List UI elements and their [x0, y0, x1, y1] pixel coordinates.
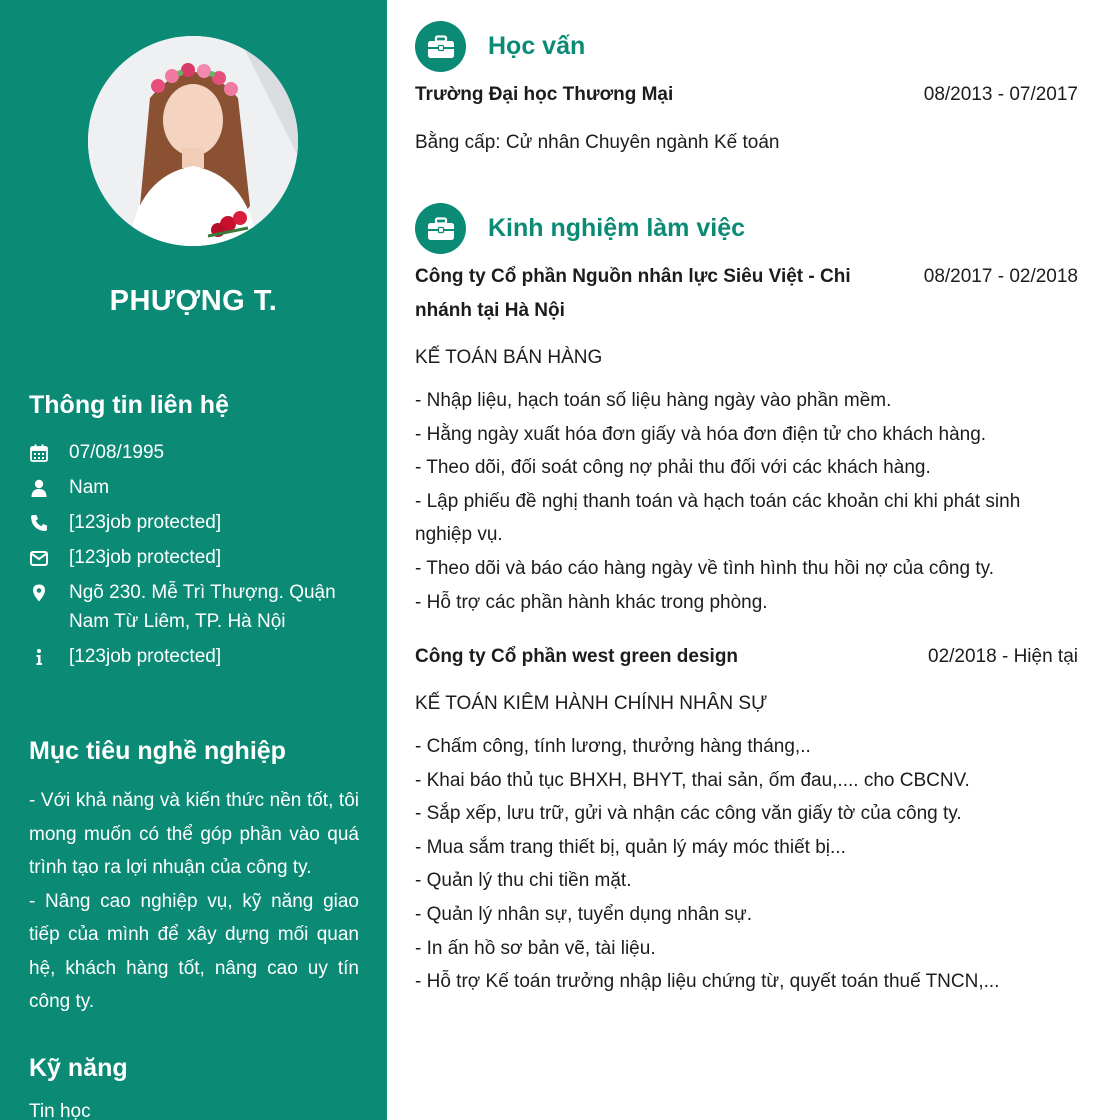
job-period: 08/2017 - 02/2018: [923, 266, 1078, 287]
school-name: Trường Đại học Thương Mại: [415, 84, 674, 105]
duty-item: - Lập phiếu đề nghị thanh toán và hạch toán các khoản chi khi phát sinh nghiệp vụ.: [415, 490, 1021, 546]
duty-item: - Quản lý thu chi tiền mặt.: [415, 870, 632, 892]
contact-list: [29, 438, 359, 677]
objective-heading: Mục tiêu nghề nghiệp: [29, 737, 286, 765]
objective-text: [29, 784, 359, 1019]
contact-gender: Nam: [29, 473, 359, 502]
duty-item: - Theo dõi, đối soát công nợ phải thu đối với các khách hàng.: [415, 457, 931, 479]
job-header: [415, 640, 1078, 674]
company-name: Công ty Cổ phần Nguồn nhân lực Siêu Việt - Chi nhánh tại Hà Nội: [415, 266, 851, 321]
experience-heading: Kinh nghiệm làm việc: [488, 214, 746, 242]
contact-info: [123job protected]: [29, 642, 359, 671]
job-title: KẾ TOÁN KIÊM HÀNH CHÍNH NHÂN SỰ: [415, 693, 768, 714]
duty-item: - In ấn hồ sơ bản vẽ, tài liệu.: [415, 937, 656, 959]
info-icon: [29, 642, 69, 671]
duty-item: - Khai báo thủ tục BHXH, BHYT, thai sản, ốm đau,.... cho CBCNV.: [415, 769, 970, 791]
contact-email: [123job protected]: [29, 543, 359, 572]
candidate-name: PHƯỢNG T.: [109, 285, 278, 317]
education-heading: Học vấn: [488, 32, 586, 60]
avatar-photo: [88, 36, 298, 246]
degree-text: Bằng cấp: Cử nhân Chuyên ngành Kế toán: [415, 132, 780, 153]
education-period: 08/2013 - 07/2017: [923, 84, 1078, 105]
briefcase-icon: [415, 21, 466, 72]
calendar-icon: [29, 438, 69, 467]
user-icon: [29, 473, 69, 502]
duty-item: - Nhập liệu, hạch toán số liệu hàng ngày vào phần mềm.: [415, 390, 892, 411]
skills-heading: Kỹ năng: [29, 1054, 128, 1082]
contact-phone: [123job protected]: [29, 508, 359, 537]
objective-paragraph: - Với khả năng và kiến thức nền tốt, tôi mong muốn có thể góp phần vào quá trình tạo ra lợi nhuận của công ty.: [29, 790, 359, 878]
duty-item: - Theo dõi và báo cáo hàng ngày về tình hình thu hồi nợ của công ty.: [415, 557, 994, 579]
duty-item: - Mua sắm trang thiết bị, quản lý máy móc thiết bị...: [415, 836, 846, 858]
duty-item: - Hằng ngày xuất hóa đơn giấy và hóa đơn điện tử cho khách hàng.: [415, 423, 987, 445]
avatar: [88, 36, 298, 246]
skill-item: Tin học: [29, 1101, 91, 1120]
duty-item: - Chấm công, tính lương, thưởng hàng tháng,..: [415, 736, 811, 757]
company-name: Công ty Cổ phần west green design: [415, 646, 739, 667]
education-entry-header: [415, 78, 1078, 112]
job-duties: [415, 730, 1055, 999]
duty-item: - Quản lý nhân sự, tuyển dụng nhân sự.: [415, 903, 753, 925]
job-header: [415, 260, 1078, 328]
contact-heading: Thông tin liên hệ: [29, 391, 229, 419]
contact-birthdate: 07/08/1995: [29, 438, 359, 467]
contact-address: Ngõ 230. Mễ Trì Thượng. Quận Nam Từ Liêm, TP. Hà Nội: [29, 578, 359, 636]
duty-item: - Sắp xếp, lưu trữ, gửi và nhận các công văn giấy tờ của công ty.: [415, 803, 962, 825]
education-section-header: [415, 21, 585, 72]
experience-section-header: [415, 203, 745, 254]
briefcase-icon: [415, 203, 466, 254]
phone-icon: [29, 508, 69, 537]
main-content: [387, 0, 1106, 1120]
job-period: 02/2018 - Hiện tại: [928, 646, 1078, 667]
objective-paragraph: - Nâng cao nghiệp vụ, kỹ năng giao tiếp của mình để xây dựng mối quan hệ, khách hàng tốt, nâng cao uy tín công ty.: [29, 890, 359, 1012]
duty-item: - Hỗ trợ Kế toán trưởng nhập liệu chứng từ, quyết toán thuế TNCN,...: [415, 971, 1000, 993]
job-duties: [415, 384, 1055, 619]
duty-item: - Hỗ trợ các phần hành khác trong phòng.: [415, 591, 768, 613]
job-title: KẾ TOÁN BÁN HÀNG: [415, 347, 603, 368]
email-icon: [29, 543, 69, 572]
sidebar: [0, 0, 387, 1120]
location-icon: [29, 578, 69, 607]
